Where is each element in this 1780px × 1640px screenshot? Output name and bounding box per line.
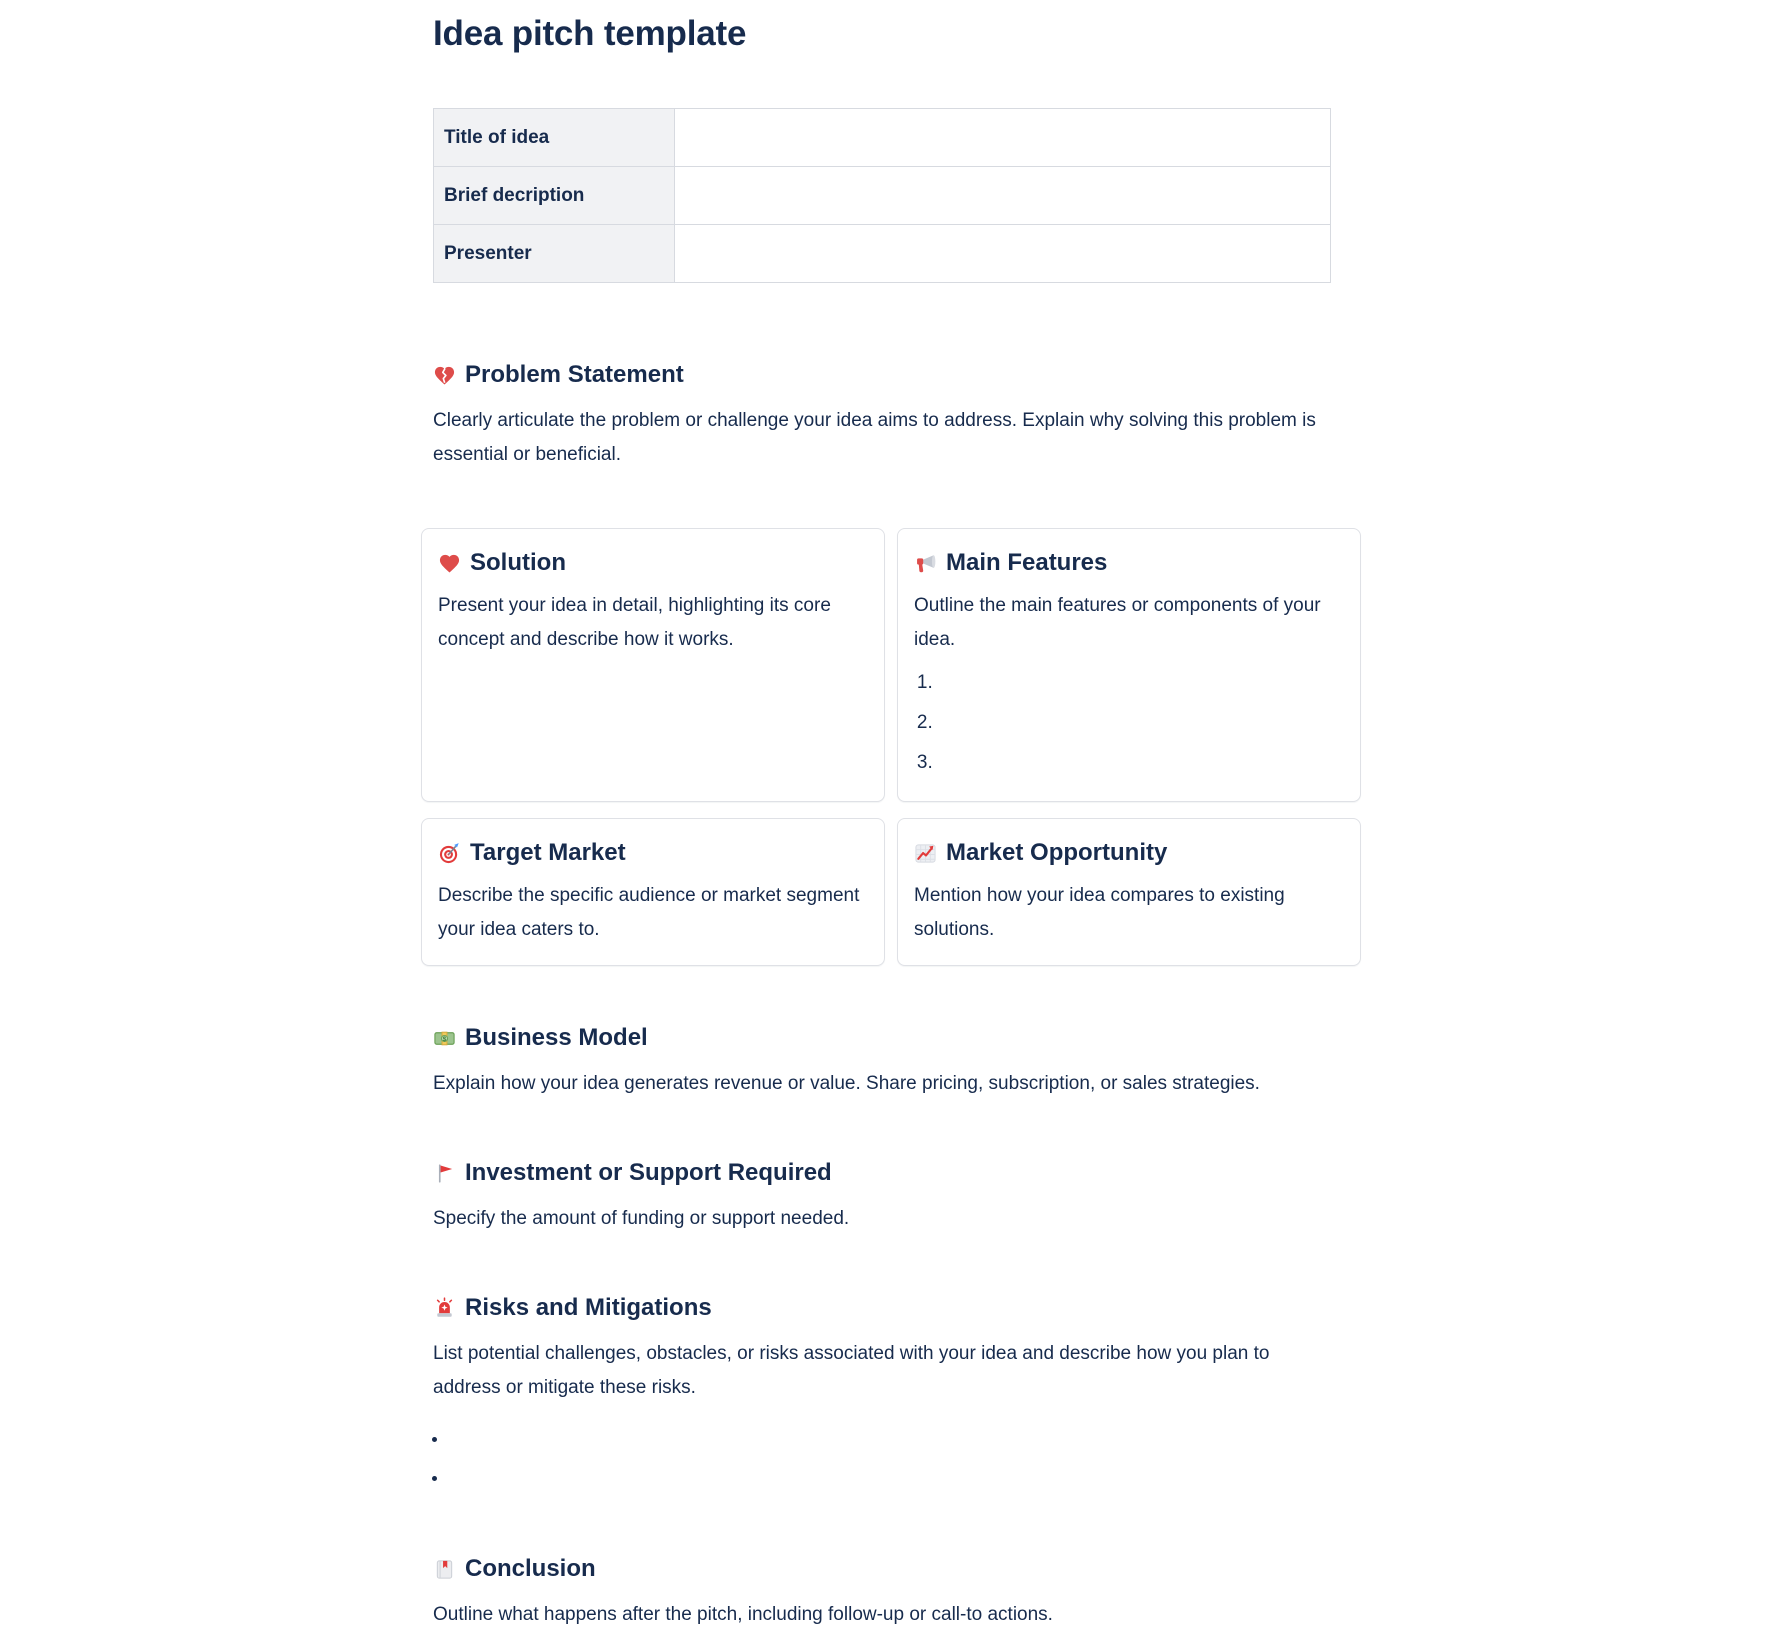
business-model-heading — [433, 1024, 1331, 1052]
svg-text:$: $ — [442, 1035, 447, 1043]
book-bookmark-icon — [433, 1558, 456, 1581]
investment-heading — [433, 1159, 1331, 1187]
main-features-heading — [914, 549, 1344, 577]
panel-target-market — [421, 818, 885, 966]
panels-grid — [421, 528, 1361, 966]
solution-heading — [438, 549, 868, 577]
list-item[interactable] — [449, 1458, 1331, 1497]
section-body: Specify the amount of funding or support needed. — [433, 1208, 850, 1229]
panel-main-features — [897, 528, 1361, 802]
dollar-banknote-icon — [433, 1027, 456, 1050]
triangular-flag-icon — [433, 1162, 456, 1185]
table-row-label: Presenter — [434, 225, 675, 283]
heading-label: Business Model — [465, 1024, 648, 1051]
chart-increasing-icon — [914, 842, 937, 865]
heading-label: Market Opportunity — [946, 839, 1168, 866]
list-item[interactable] — [938, 743, 1344, 783]
section-business-model — [433, 1024, 1331, 1101]
panel-market-opportunity — [897, 818, 1361, 966]
target-market-heading — [438, 839, 868, 867]
police-light-icon — [433, 1297, 456, 1320]
risks-list — [433, 1419, 1331, 1497]
conclusion-heading — [433, 1555, 1331, 1583]
section-conclusion — [433, 1555, 1331, 1632]
table-cell-value[interactable] — [675, 167, 1331, 225]
heading-label: Investment or Support Required — [465, 1159, 832, 1186]
table-row-label: Title of idea — [434, 109, 675, 167]
section-body: Present your idea in detail, highlighting its core concept and describe how it works. — [438, 595, 831, 650]
section-risks — [433, 1294, 1331, 1497]
heading-label: Solution — [470, 549, 566, 576]
panel-solution — [421, 528, 885, 802]
table-row-label: Brief decription — [434, 167, 675, 225]
table-cell-value[interactable] — [675, 225, 1331, 283]
dart-target-icon — [438, 842, 461, 865]
section-investment — [433, 1159, 1331, 1236]
section-body: List potential challenges, obstacles, or risks associated with your idea and describe how you plan to address or mitigate these risks. — [433, 1343, 1270, 1398]
heading-label: Problem Statement — [465, 361, 684, 388]
heading-label: Main Features — [946, 549, 1108, 576]
section-body: Outline what happens after the pitch, including follow-up or call-to actions. — [433, 1604, 1053, 1625]
heading-label: Risks and Mitigations — [465, 1294, 712, 1321]
main-features-list — [914, 663, 1344, 783]
broken-heart-icon — [433, 364, 456, 387]
list-item[interactable] — [449, 1419, 1331, 1458]
table-row — [434, 225, 1331, 283]
table-row — [434, 109, 1331, 167]
section-body: Mention how your idea compares to existing solutions. — [914, 885, 1285, 940]
list-item[interactable] — [938, 663, 1344, 703]
table-row — [434, 167, 1331, 225]
info-table — [433, 108, 1331, 283]
megaphone-icon — [914, 552, 937, 575]
market-opportunity-heading — [914, 839, 1344, 867]
heading-label: Conclusion — [465, 1555, 596, 1582]
heart-icon — [438, 552, 461, 575]
heading-label: Target Market — [470, 839, 626, 866]
table-cell-value[interactable] — [675, 109, 1331, 167]
section-body: Describe the specific audience or market segment your idea caters to. — [438, 885, 860, 940]
section-body: Clearly articulate the problem or challenge your idea aims to address. Explain why solving this problem is essential or beneficial. — [433, 410, 1316, 465]
section-body: Outline the main features or components of your idea. — [914, 595, 1321, 650]
section-problem-statement — [433, 361, 1331, 472]
risks-heading — [433, 1294, 1331, 1322]
page-content — [433, 14, 1331, 1632]
problem-statement-heading — [433, 361, 1331, 389]
list-item[interactable] — [938, 703, 1344, 743]
section-body: Explain how your idea generates revenue or value. Share pricing, subscription, or sales strategies. — [433, 1073, 1260, 1094]
page-title: Idea pitch template — [433, 14, 747, 53]
